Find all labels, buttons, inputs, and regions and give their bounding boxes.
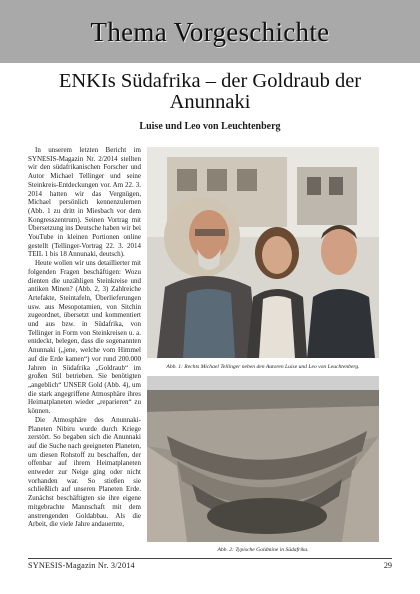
photo-authors-with-tellinger bbox=[147, 147, 379, 358]
article-title: ENKIs Südafrika – der Goldraub der Anunnaki bbox=[58, 70, 362, 113]
footer-divider bbox=[28, 558, 392, 559]
body-paragraph: In unserem letzten Bericht im SYNESIS-Magazin Nr. 2/2014 stellten wir den südafrikanischen Forscher und Autor Michael Tellinger und seine Steinkreis-Entdeckungen vor. Am 22. 3. 2014 hatten wir das Vergnügen, Michael persönlich kennenzulernen (Abb. 1 zu dritt in Miesbach vor dem Kongresszentrum). Seinen Vortrag mit Übersetzung ins Deutsche haben wir bei YouTube in kleinen Portionen online gestellt (Tellinger-Vortrag 22. 3. 2014 TEIL 1 bis 18 Annunaki, deutsch). bbox=[28, 146, 141, 259]
page-number: 29 bbox=[383, 561, 392, 570]
photo-gold-mine bbox=[147, 376, 379, 542]
figure-caption-2: Abb. 2: Typische Goldmine in Südafrika. bbox=[217, 547, 309, 553]
figure-caption-1: Abb. 1: Rechts Michael Tellinger neben den Autoren Luise und Leo von Leuchtenberg. bbox=[166, 364, 360, 370]
article-body-column bbox=[28, 146, 141, 529]
footer-magazine-issue: SYNESIS-Magazin Nr. 3/2014 bbox=[28, 561, 135, 570]
article-byline: Luise und Leo von Leuchtenberg bbox=[139, 121, 281, 132]
section-title: Thema Vorgeschichte bbox=[90, 17, 330, 47]
body-paragraph: Die Atmosphäre des Anunnaki-Planeten Nibiru wurde durch Kriege zerstört. So begaben sich die Anunnaki auf die Suche nach geeigneten Planeten, um diesen Rohstoff zu beschaffen, der offenbar auf ihrem Heimatplaneten entweder zur Neige ging oder nicht vorhanden war. So stießen sie schließlich auf unseren Planeten Erde. Zunächst beschäftigten sie ihre eigene mitgebrachte Mannschaft mit dem anstrengenden Goldabbau. Als die Arbeit, die viele Jahre andauernte, bbox=[28, 415, 141, 529]
body-paragraph: Heute wollen wir uns detaillierter mit folgenden Fragen beschäftigen: Wozu dienten die unzähligen Steinkreise und antiken Minen? (Abb. 2, 3) Zahlreiche Artefakte, Steintafeln, Überlieferungen usw. aus Mesopotamien, von Sitchin zugeordnet, übersetzt und kommentiert und aus bzw. in Südafrika, von Tellinger in Form von Steinkreisen u. a. entdeckt, belegen, dass die sogenannten Anunnaki („jene, welche vom Himmel auf die Erde kamen“) vor rund 200.000 Jahren in Südafrika „Goldraub“ im großen Stil betrieben. Sie benötigten „angeblich“ UNSER Gold (Abb. 4), um die stark angegriffene Atmosphäre ihres Heimatplaneten wieder „reparieren“ zu können. bbox=[28, 259, 141, 416]
